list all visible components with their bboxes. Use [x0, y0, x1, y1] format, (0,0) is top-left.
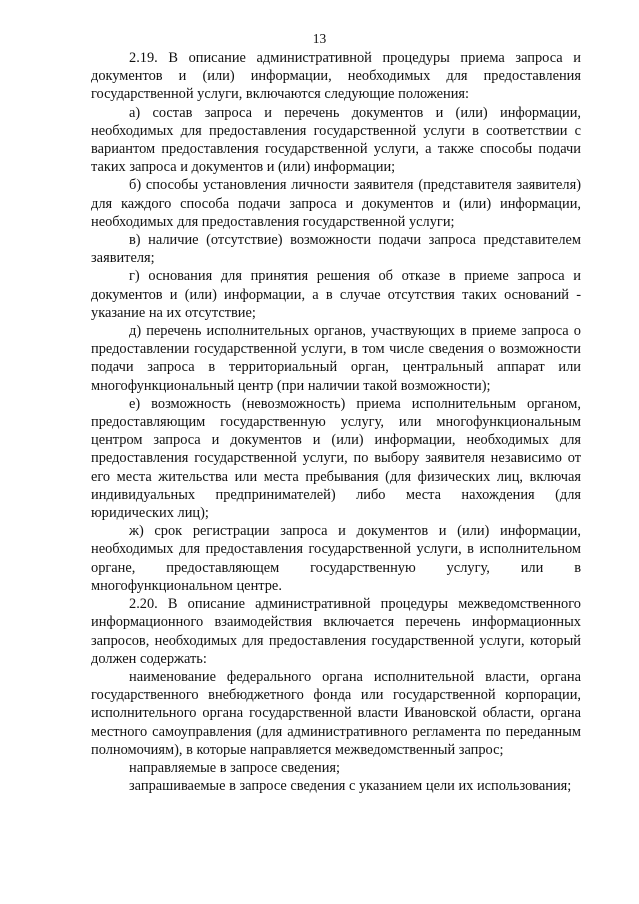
paragraph-item-e: е) возможность (невозможность) приема исполнительным органом, предоставляющим государственную услугу, или многофункциональным центром запроса и документов и (или) информации, необходимых для предоставления государственной услуги, по выбору заявителя независимо от его места жительства или места пребывания (для физических лиц, включая индивидуальных предпринимателей) либо места нахождения (для юридических лиц); — [91, 395, 581, 522]
page-number: 13 — [312, 31, 327, 46]
paragraph-item-v: в) наличие (отсутствие) возможности подачи запроса представителем заявителя; — [91, 232, 581, 267]
paragraph-item-zh: ж) срок регистрации запроса и документов и (или) информации, необходимых для предоставления государственной услуги, в исполнительном органе, предоставляющем государственную услугу, или в многофункциональном центре. — [91, 523, 581, 594]
paragraph-item-g: г) основания для принятия решения об отказе в приеме запроса и документов и (или) информации, а в случае отсутствия таких оснований - указание на их отсутствие; — [91, 268, 581, 321]
paragraph-sent-info: направляемые в запросе сведения; — [129, 759, 341, 776]
paragraph-requested-info: запрашиваемые в запросе сведения с указанием цели их использования; — [129, 778, 572, 795]
paragraph-agency-name: наименование федерального органа исполнительной власти, органа государственного внебюджетного фонда или государственной корпорации, исполнительного органа государственной власти Ивановской области, органа местного самоуправления (для административного регламента по переданным полномочиям), в которые направляется межведомственный запрос; — [91, 668, 581, 758]
paragraph-2-20: 2.20. В описание административной процедуры межведомственного информационного взаимодействия включается перечень информационных запросов, необходимых для предоставления государственной услуги, который должен содержать: — [91, 596, 581, 667]
paragraph-item-a: а) состав запроса и перечень документов и (или) информации, необходимых для предоставления государственной услуги в соответствии с вариантом предоставления государственной услуги, а также способы подачи таких запроса и документов и (или) информации; — [91, 104, 581, 176]
document-body — [91, 49, 581, 795]
paragraph-2-19: 2.19. В описание административной процедуры приема запроса и документов и (или) информации, необходимых для предоставления государственной услуги, включаются следующие положения: — [91, 50, 581, 103]
paragraph-item-d: д) перечень исполнительных органов, участвующих в приеме запроса о предоставлении государственной услуги, в том числе сведения о возможности подачи запроса в территориальный орган, центральный аппарат или многофункциональный центр (при наличии такой возможности); — [91, 323, 581, 394]
paragraph-item-b: б) способы установления личности заявителя (представителя заявителя) для каждого способа подачи запроса и документов и (или) информации, необходимых для предоставления государственной услуги; — [91, 177, 581, 230]
